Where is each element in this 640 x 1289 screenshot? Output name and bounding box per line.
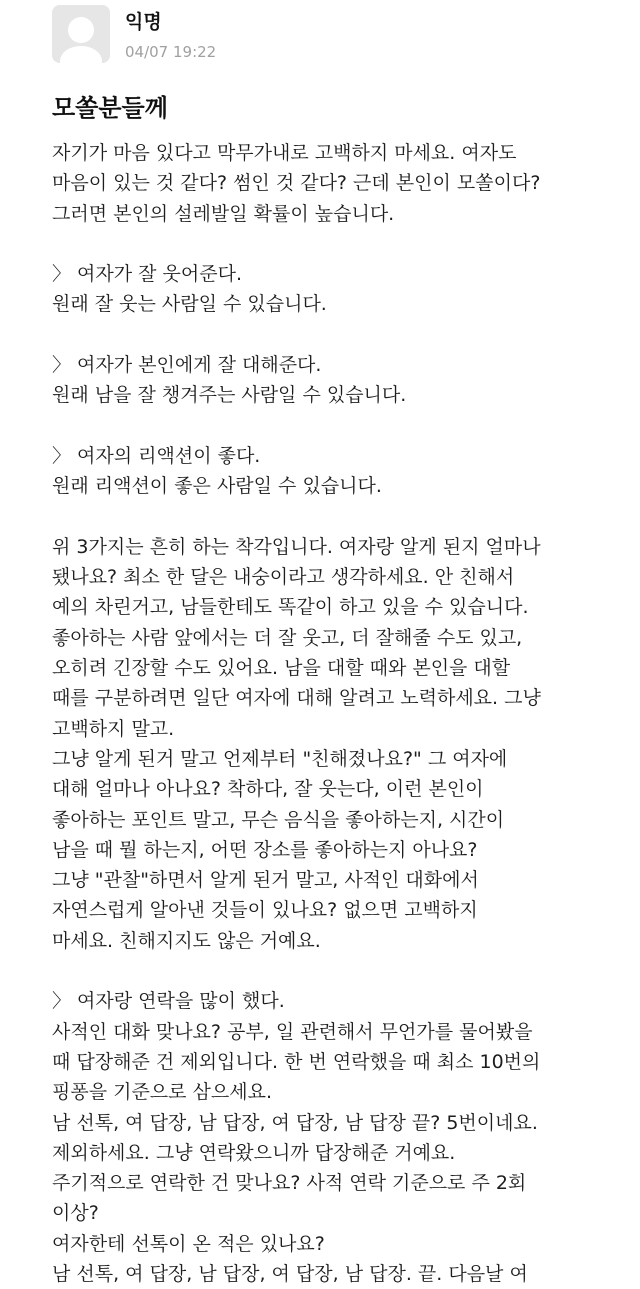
body-text-line: 때를 구분하려면 일단 여자에 대해 알려고 노력하세요. 그냥 xyxy=(52,687,541,710)
body-text-line: 그냥 알게 된거 말고 언제부터 "친해졌나요?" 그 여자에 xyxy=(52,747,508,770)
body-text-line: 〉 여자랑 연락을 많이 했다. xyxy=(52,990,285,1013)
body-text-line: 자기가 마음 있다고 막무가내로 고백하지 마세요. 여자도 xyxy=(52,142,517,164)
body-text-line: 좋아하는 사람 앞에서는 더 잘 웃고, 더 잘해줄 수도 있고, xyxy=(52,626,523,649)
body-text-line: 고백하지 말고. xyxy=(52,717,175,740)
body-text-line: 주기적으로 연락한 건 맞나요? 사적 연락 기준으로 주 2회 xyxy=(52,1172,527,1195)
body-text-line: 대해 얼마나 아나요? 착하다, 잘 웃는다, 이런 본인이 xyxy=(52,778,484,801)
post-body xyxy=(52,138,637,1289)
post-date: 04/07 19:22 xyxy=(125,43,217,61)
body-text-line: 이상? xyxy=(52,1202,99,1225)
user-silhouette-icon xyxy=(52,5,110,63)
body-text-line: 오히려 긴장할 수도 있어요. 남을 대할 때와 본인을 대할 xyxy=(52,657,511,680)
body-text-line: 사적인 대화 맞나요? 공부, 일 관련해서 무언가를 물어봤을 xyxy=(52,1020,533,1043)
body-text-line: 〉 여자가 잘 웃어준다. xyxy=(52,263,242,286)
body-text-line: 원래 리액션이 좋은 사람일 수 있습니다. xyxy=(52,475,382,498)
body-text-line: 위 3가지는 흔히 하는 착각입니다. 여자랑 알게 된지 얼마나 xyxy=(52,535,541,558)
body-text-line: 원래 잘 웃는 사람일 수 있습니다. xyxy=(52,293,327,316)
body-text-line: 남 선톡, 여 답장, 남 답장, 여 답장, 남 답장 끝? 5번이네요. xyxy=(52,1111,538,1134)
body-text-line: 그냥 "관찰"하면서 알게 된거 말고, 사적인 대화에서 xyxy=(52,869,479,892)
post-title: 모쏠분들께 xyxy=(52,94,168,122)
body-text-line: 때 답장해준 건 제외입니다. 한 번 연락했을 때 최소 10번의 xyxy=(52,1050,541,1073)
body-text-line: 남 선톡, 여 답장, 남 답장, 여 답장, 남 답장. 끝. 다음날 여 xyxy=(52,1262,528,1285)
body-text-line: 좋아하는 포인트 말고, 무슨 음식을 좋아하는지, 시간이 xyxy=(52,808,505,831)
body-text-line: 자연스럽게 알아낸 것들이 있나요? 없으면 고백하지 xyxy=(52,899,478,922)
paragraph-spacer xyxy=(52,229,637,259)
body-text-line: 원래 남을 잘 챙겨주는 사람일 수 있습니다. xyxy=(52,384,407,407)
paragraph-spacer xyxy=(52,502,637,532)
paragraph-spacer xyxy=(52,956,637,986)
body-text-line: 마세요. 친해지지도 않은 거예요. xyxy=(52,929,321,952)
body-text-line: 남을 때 뭘 하는지, 어떤 장소를 좋아하는지 아나요? xyxy=(52,838,478,861)
body-text-line: 됐나요? 최소 한 달은 내숭이라고 생각하세요. 안 친해서 xyxy=(52,566,515,589)
body-text-line: 〉 여자가 본인에게 잘 대해준다. xyxy=(52,354,322,377)
body-text-line: 핑퐁을 기준으로 삼으세요. xyxy=(52,1081,273,1104)
body-text-line: 여자한테 선톡이 온 적은 있나요? xyxy=(52,1232,325,1255)
body-text-line: 그러면 본인의 설레발일 확률이 높습니다. xyxy=(52,202,395,225)
body-text-line: 예의 차린거고, 남들한테도 똑같이 하고 있을 수 있습니다. xyxy=(52,596,529,619)
body-text-line: 제외하세요. 그냥 연락왔으니까 답장해준 거예요. xyxy=(52,1141,456,1164)
default-user-avatar-icon[interactable] xyxy=(52,5,110,63)
author-name[interactable]: 익명 xyxy=(125,11,162,33)
paragraph-spacer xyxy=(52,411,637,441)
paragraph-spacer xyxy=(52,320,637,350)
body-text-line: 〉 여자의 리액션이 좋다. xyxy=(52,444,261,467)
body-text-line: 마음이 있는 것 같다? 썸인 것 같다? 근데 본인이 모쏠이다? xyxy=(52,172,541,195)
